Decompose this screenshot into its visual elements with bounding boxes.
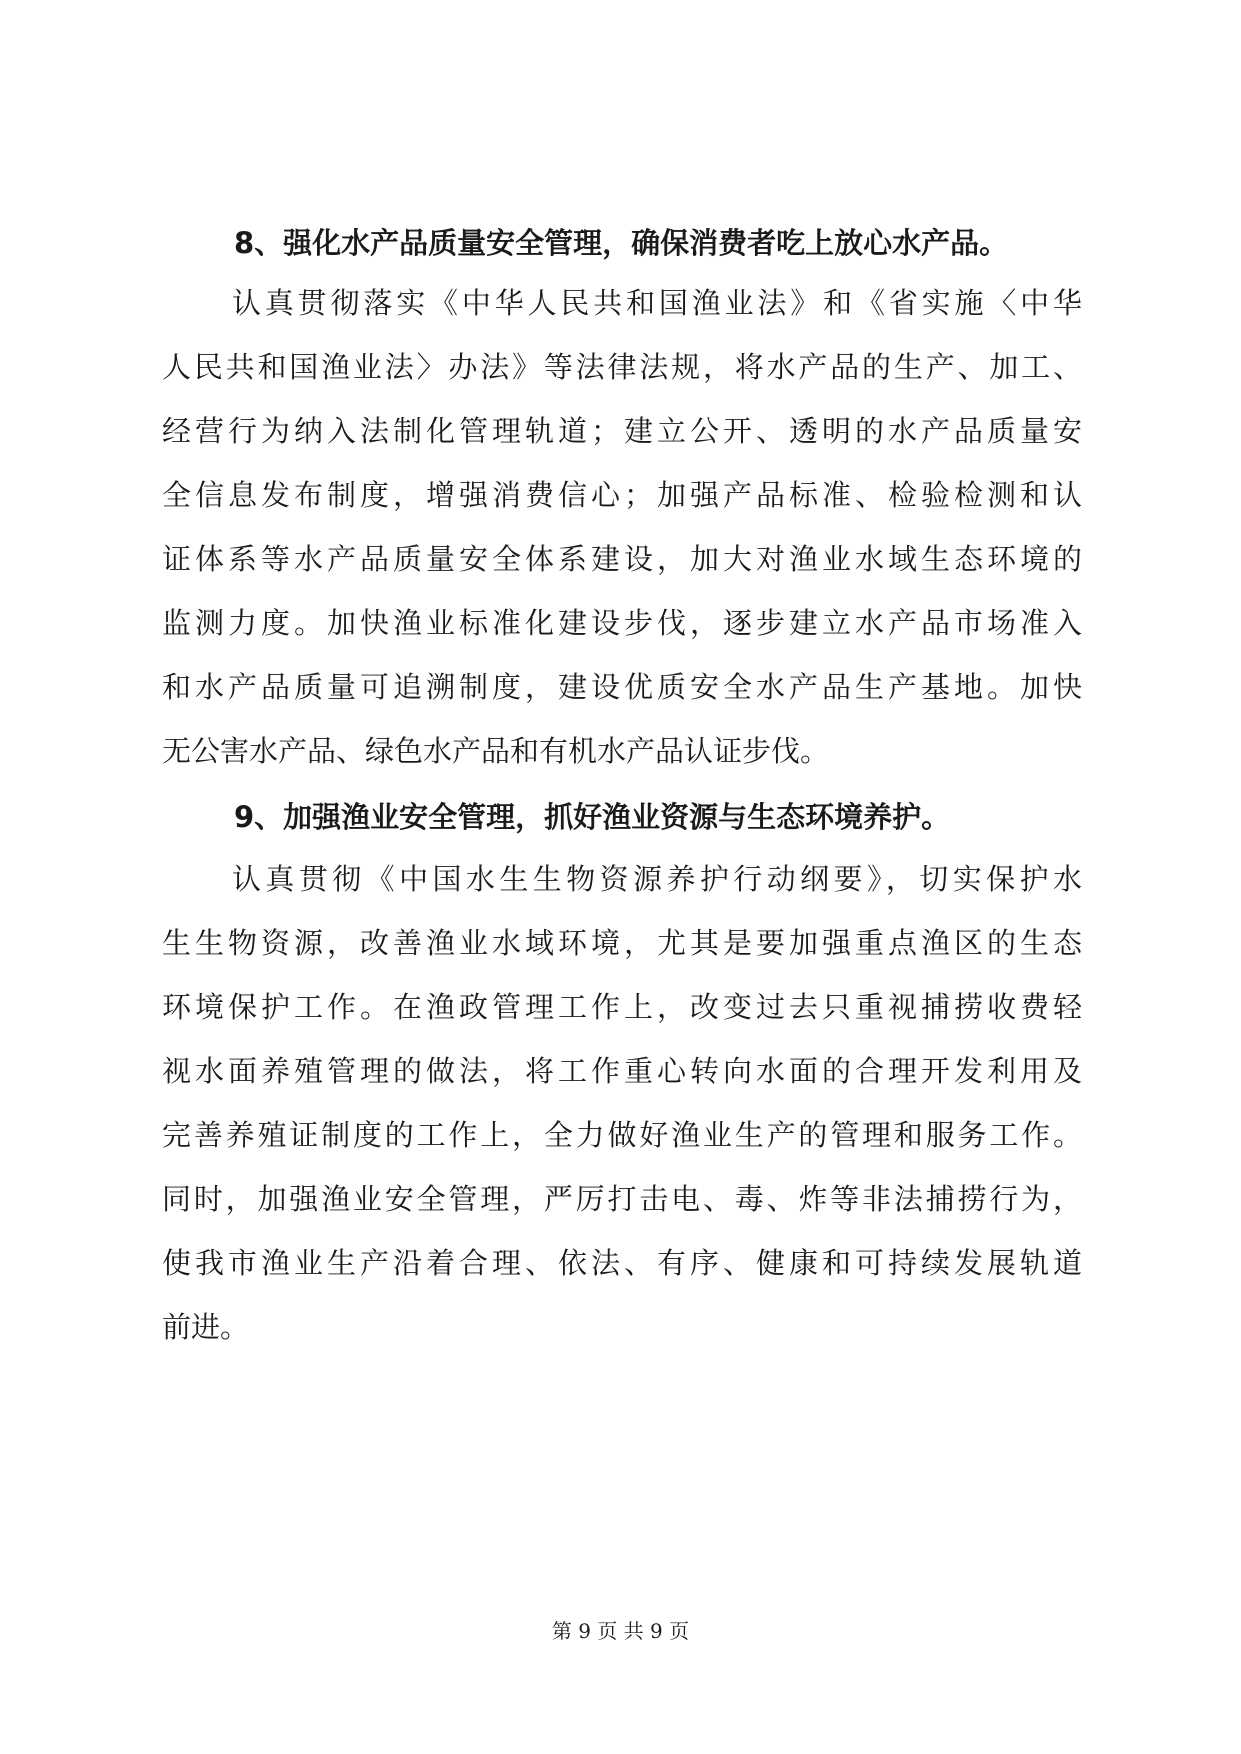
section-9-line-7: 使我市渔业生产沿着合理、依法、有序、健康和可持续发展轨道 [162,1246,1082,1280]
section-8-line-1: 认真贯彻落实《中华人民共和国渔业法》和《省实施〈中华 [232,286,1082,320]
page-number-footer: 第 9 页 共 9 页 [551,1619,690,1643]
section-9-line-2: 生生物资源，改善渔业水域环境，尤其是要加强重点渔区的生态 [162,926,1082,960]
section-8-line-2: 人民共和国渔业法〉办法》等法律法规，将水产品的生产、加工、 [162,350,1082,384]
section-8-line-5: 证体系等水产品质量安全体系建设，加大对渔业水域生态环境的 [162,542,1082,576]
section-8-line-6: 监测力度。加快渔业标准化建设步伐，逐步建立水产品市场准入 [162,606,1082,640]
section-8-line-4: 全信息发布制度，增强消费信心；加强产品标准、检验检测和认 [162,478,1082,512]
section-8-line-8: 无公害水产品、绿色水产品和有机水产品认证步伐。 [162,734,830,768]
section-9-line-6: 同时，加强渔业安全管理，严厉打击电、毒、炸等非法捕捞行为， [162,1182,1082,1216]
section-9-line-1: 认真贯彻《中国水生生物资源养护行动纲要》，切实保护水 [232,862,1082,896]
section-8-heading: 8、强化水产品质量安全管理，确保消费者吃上放心水产品。 [234,226,1009,260]
section-9-heading: 9、加强渔业安全管理，抓好渔业资源与生态环境养护。 [234,800,951,834]
section-9-line-5: 完善养殖证制度的工作上，全力做好渔业生产的管理和服务工作。 [162,1118,1082,1152]
section-9-line-8: 前进。 [162,1310,250,1344]
section-9-line-3: 环境保护工作。在渔政管理工作上，改变过去只重视捕捞收费轻 [162,990,1082,1024]
section-8-line-3: 经营行为纳入法制化管理轨道；建立公开、透明的水产品质量安 [162,414,1082,448]
section-8-line-7: 和水产品质量可追溯制度，建设优质安全水产品生产基地。加快 [162,670,1082,704]
section-9-line-4: 视水面养殖管理的做法，将工作重心转向水面的合理开发利用及 [162,1054,1082,1088]
